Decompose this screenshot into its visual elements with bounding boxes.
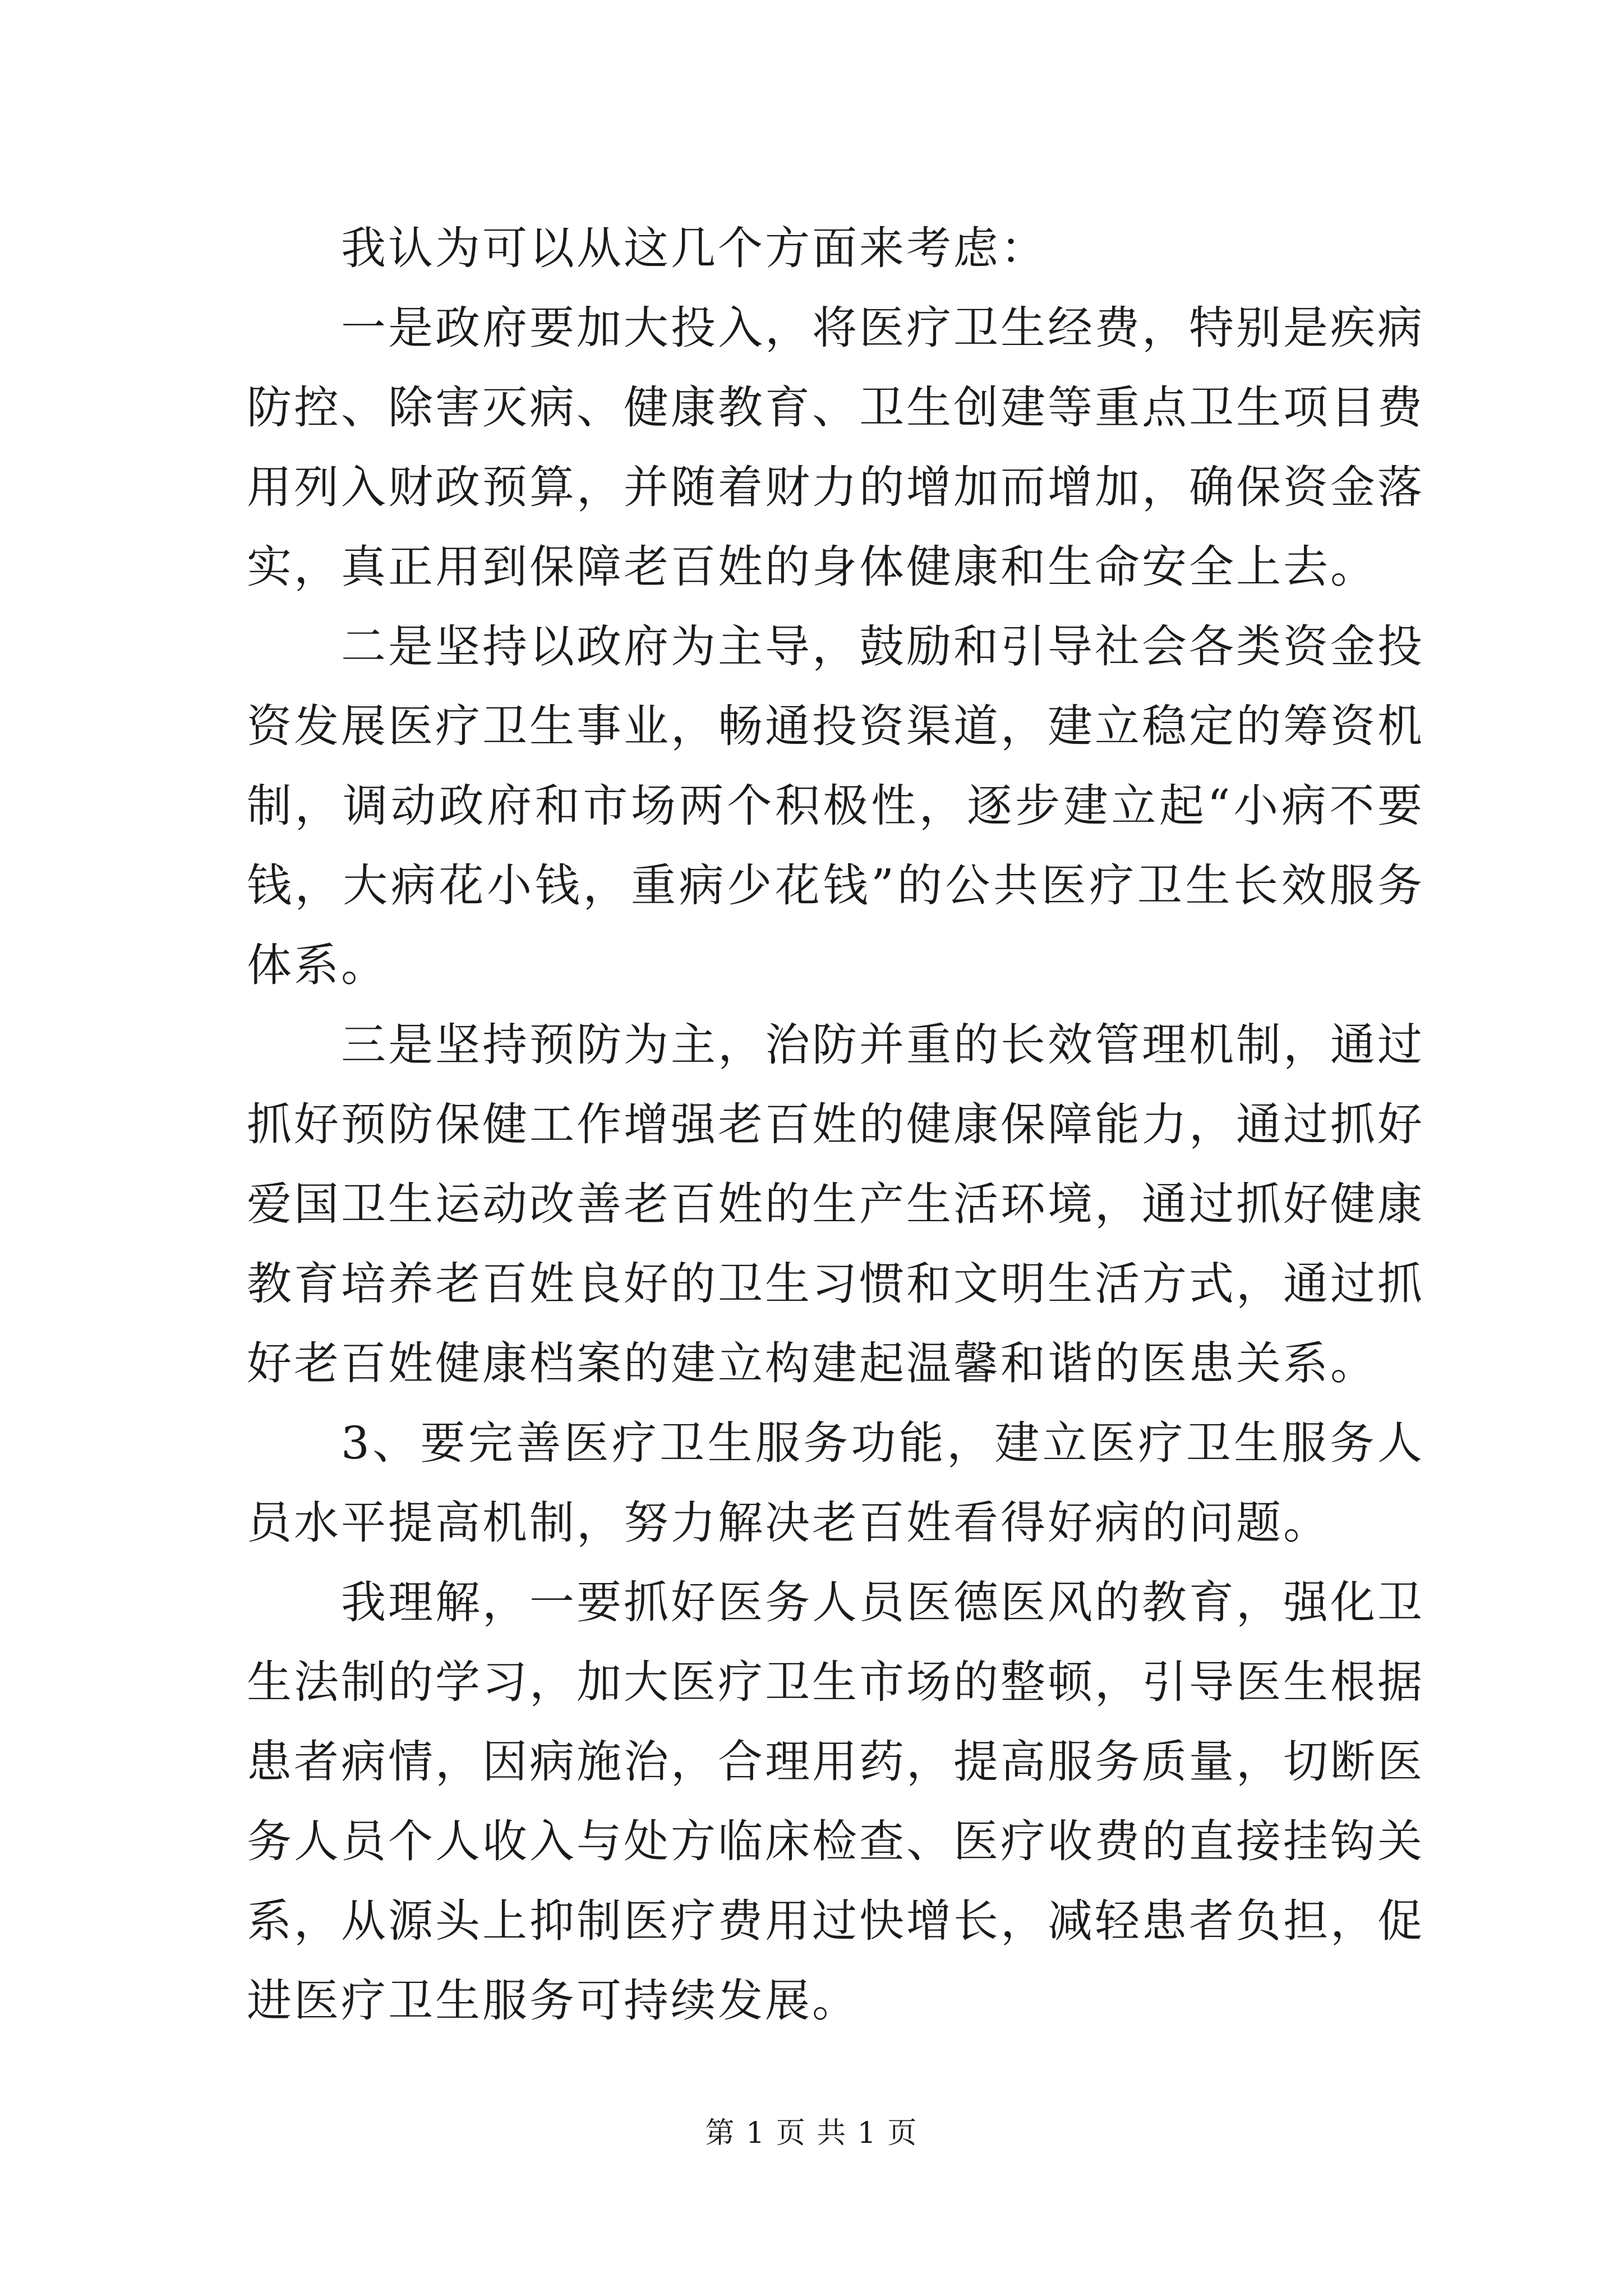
page-footer: 第 1 页 共 1 页	[705, 2116, 918, 2150]
paragraph-point-three: 三是坚持预防为主，治防并重的长效管理机制，通过抓好预防保健工作增强老百姓的健康保障能力，通过抓好爱国卫生运动改善老百姓的生产生活环境，通过抓好健康教育培养老百姓良好的卫生习惯和文明生活方式，通过抓好老百姓健康档案的建立构建起温馨和谐的医患关系。	[247, 1019, 1424, 1389]
paragraph-understanding: 我理解，一要抓好医务人员医德医风的教育，强化卫生法制的学习，加大医疗卫生市场的整顿，引导医生根据患者病情，因病施治，合理用药，提高服务质量，切断医务人员个人收入与处方临床检查、医疗收费的直接挂钩关系，从源头上抑制医疗费用过快增长，减轻患者负担，促进医疗卫生服务可持续发展。	[247, 1576, 1424, 2027]
paragraph-point-one: 一是政府要加大投入，将医疗卫生经费，特别是疾病防控、除害灭病、健康教育、卫生创建等重点卫生项目费用列入财政预算，并随着财力的增加而增加，确保资金落实，真正用到保障老百姓的身体健康和生命安全上去。	[247, 302, 1424, 593]
paragraph-section-three: 3、要完善医疗卫生服务功能，建立医疗卫生服务人员水平提高机制，努力解决老百姓看得好病的问题。	[247, 1417, 1424, 1549]
paragraph-point-two: 二是坚持以政府为主导，鼓励和引导社会各类资金投资发展医疗卫生事业，畅通投资渠道，建立稳定的筹资机制，调动政府和市场两个积极性，逐步建立起“小病不要钱，大病花小钱，重病少花钱”的公共医疗卫生长效服务体系。	[247, 620, 1424, 991]
paragraph-intro: 我认为可以从这几个方面来考虑：	[341, 222, 1048, 274]
document-body	[247, 209, 1424, 2041]
